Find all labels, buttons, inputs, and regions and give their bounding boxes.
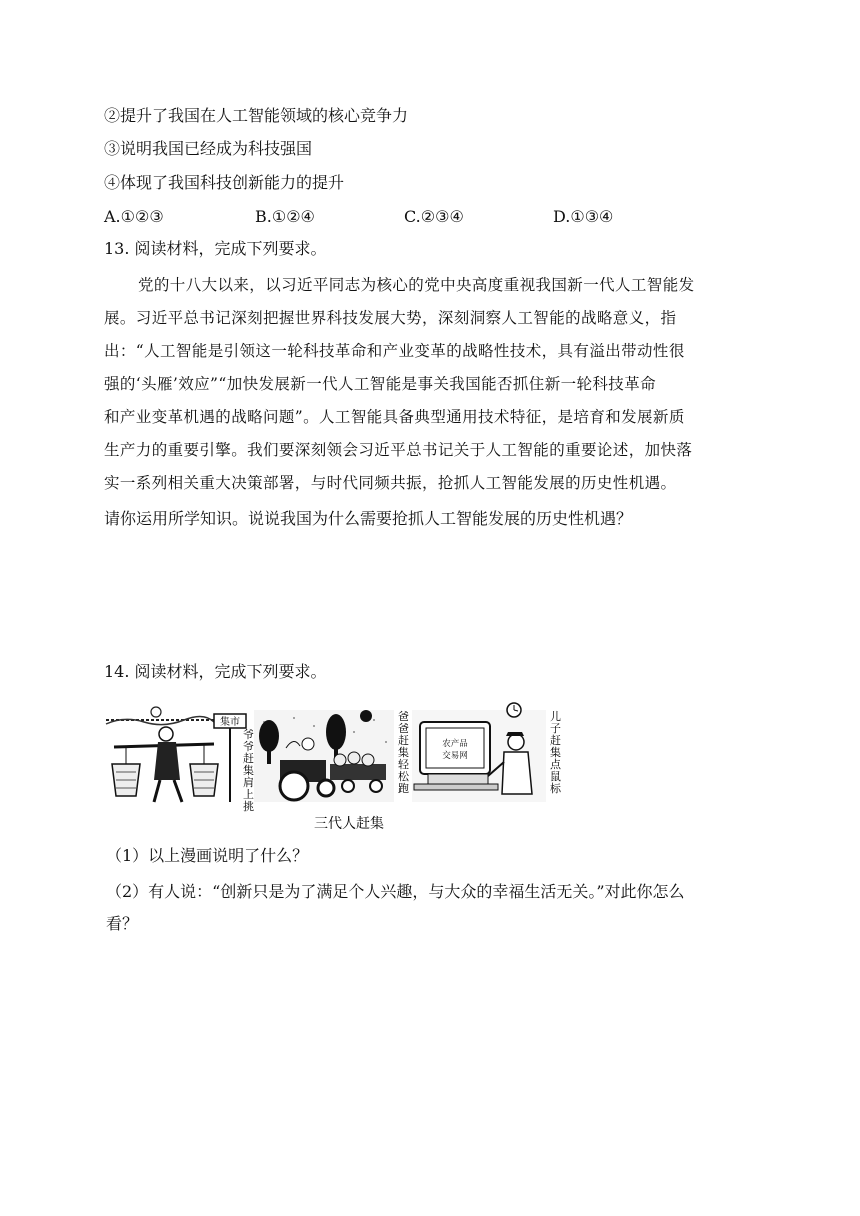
passage-line: 和产业变革机遇的战略问题”。人工智能具备典型通用技术特征，是培育和发展新质 [104, 408, 685, 426]
statement-4: ④体现了我国科技创新能力的提升 [104, 173, 345, 192]
market-sign: 集市 [220, 717, 240, 728]
option-d: D.①③④ [553, 207, 614, 226]
question-13-prompt: 请你运用所学知识。说说我国为什么需要抢抓人工智能发展的历史性机遇？ [104, 509, 633, 528]
statement-2: ②提升了我国在人工智能领域的核心竞争力 [104, 106, 409, 125]
cartoon-panel-son [412, 703, 546, 802]
question-14-title: 14. 阅读材料，完成下列要求。 [104, 662, 327, 681]
passage-line: 展。习近平总书记深刻把握世界科技发展大势，深刻洞察人工智能的战略意义，指 [104, 309, 677, 327]
screen-text-bottom: 交易网 [442, 751, 468, 761]
passage-line: 强的‘头雁’效应”“加快发展新一代人工智能是事关我国能否抓住新一轮科技革命 [104, 375, 657, 393]
panel3-caption: 儿子赶集点鼠标 [550, 710, 561, 795]
option-c: C.②③④ [404, 207, 464, 226]
cartoon-panel-grandfather [104, 707, 250, 802]
cartoon-panel-father [254, 710, 394, 802]
passage-line: 党的十八大以来，以习近平同志为核心的党中央高度重视我国新一代人工智能发 [138, 276, 695, 294]
statement-3: ③说明我国已经成为科技强国 [104, 139, 313, 158]
option-a: A.①②③ [104, 207, 164, 226]
option-b: B.①②④ [255, 207, 315, 226]
question-14-sub2-line1: （2）有人说：“创新只是为了满足个人兴趣，与大众的幸福生活无关。”对此你怎么 [106, 882, 685, 901]
passage-line: 出：“人工智能是引领这一轮科技革命和产业变革的战略性技术，具有溢出带动性很 [104, 342, 685, 360]
screen-text-top: 农产品 [442, 739, 468, 749]
question-14-sub1: （1）以上漫画说明了什么？ [106, 846, 309, 865]
passage-line: 生产力的重要引擎。我们要深刻领会习近平总书记关于人工智能的重要论述，加快落 [104, 441, 693, 459]
passage-line: 实一系列相关重大决策部署，与时代同频共振，抢抓人工智能发展的历史性机遇。 [104, 474, 677, 492]
cartoon-title: 三代人赶集 [314, 816, 384, 832]
panel2-caption: 爸爸赶集轻松跑 [398, 710, 409, 795]
three-generations-cartoon [104, 702, 562, 832]
question-13-title: 13. 阅读材料，完成下列要求。 [104, 239, 327, 258]
panel1-caption: 爷爷赶集肩上挑 [243, 728, 254, 813]
question-14-sub2-line2: 看？ [106, 914, 139, 933]
